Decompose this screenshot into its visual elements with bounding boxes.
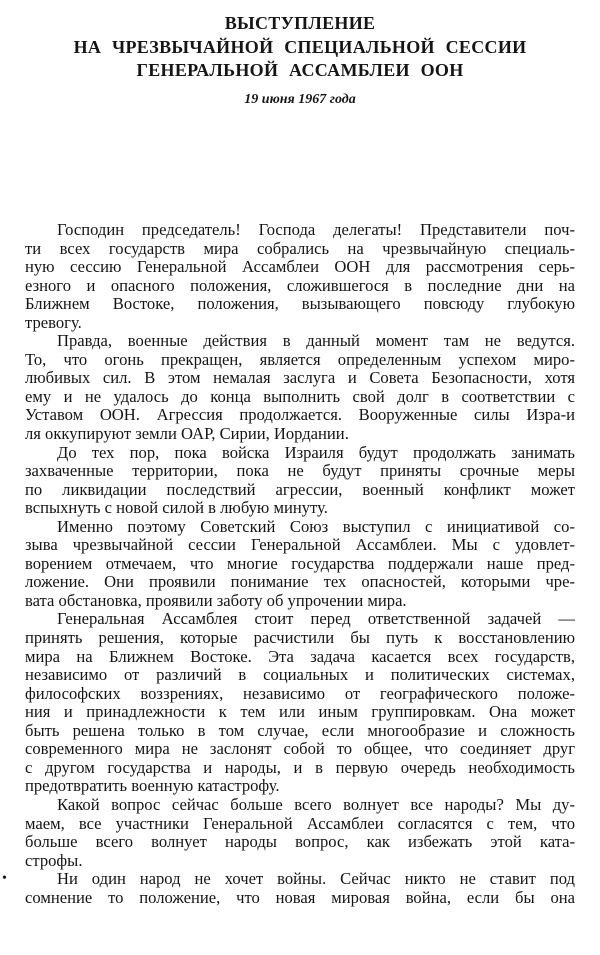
title-line-3: ГЕНЕРАЛЬНОЙ АССАМБЛЕИ ООН xyxy=(136,60,464,80)
text-line-content: сомнение то положение, что новая мировая война, если бы она xyxy=(25,887,575,907)
text-line-content: ложение. Они проявили понимание тех опасностей, которыми чре- xyxy=(25,572,575,592)
text-line-content: ную сессию Генеральной Ассамблеи ООН для рассмотрения серь- xyxy=(25,257,575,277)
text-line-content: любивых сил. В этом немалая заслуга и Совета Безопасности, хотя xyxy=(25,368,575,388)
text-line xyxy=(25,852,575,871)
text-line-content: зыва чрезвычайной сессии Генеральной Ассамблеи. Мы с удовлет- xyxy=(25,535,575,555)
text-line xyxy=(25,518,575,537)
text-line-content: ния и принадлежности к тем или иным группировкам. Она может xyxy=(25,702,575,722)
text-line-content: Господин председатель! Господа делегаты! Представители поч- xyxy=(57,220,575,239)
text-line-content: захваченные территории, пока не будут приняты срочные меры xyxy=(25,461,575,481)
text-line-content: ля оккупируют земли ОАР, Сирии, Иордании. xyxy=(25,424,349,444)
text-line xyxy=(25,666,575,685)
title-line-1: ВЫСТУПЛЕНИЕ xyxy=(224,13,376,33)
text-line xyxy=(25,332,575,351)
text-line-content: современного мира не заслонят собой то общее, что соединяет друг xyxy=(25,739,575,759)
title-line-2: НА ЧРЕЗВЫЧАЙНОЙ СПЕЦИАЛЬНОЙ СЕССИИ xyxy=(73,37,527,57)
text-line-content: ему и не удалось до конца выполнить свой долг в соответствии с xyxy=(25,386,575,406)
text-line xyxy=(25,573,575,592)
text-line xyxy=(25,351,575,370)
text-line-content: принять решения, которые расчистили бы путь к восстановлению xyxy=(25,628,575,648)
text-line xyxy=(25,740,575,759)
text-line xyxy=(25,759,575,778)
text-line-content: ти всех государств мира собрались на чрезвычайную специаль- xyxy=(25,238,575,258)
text-line-content: независимо от различий в социальных и политических системах, xyxy=(25,665,575,685)
text-line xyxy=(25,425,575,444)
text-line-content: философских воззрениях, независимо от географического положе- xyxy=(25,683,575,703)
text-line xyxy=(25,444,575,463)
text-line xyxy=(25,722,575,741)
text-line-content: Генеральная Ассамблея стоит перед ответственной задачей — xyxy=(57,609,575,629)
text-line-content: То, что огонь прекращен, является определенным успехом миро- xyxy=(25,349,575,369)
text-line-content: ворением отмечаем, что многие государства поддержали наше пред- xyxy=(25,553,575,573)
text-line-content: быть решена только в том случае, если многообразие и сложность xyxy=(25,720,575,740)
text-line xyxy=(25,629,575,648)
speech-body xyxy=(2,220,575,907)
text-line-content: Ближнем Востоке, положения, вызывающего повсюду глубокую xyxy=(25,294,575,314)
text-line xyxy=(25,889,575,908)
text-line-content: тревогу. xyxy=(25,312,82,332)
text-line xyxy=(25,703,575,722)
text-line-content: маем, все участники Генеральной Ассамблеи согласятся с тем, что xyxy=(25,813,575,833)
text-line xyxy=(25,221,575,240)
speech-date: 19 июня 1967 года xyxy=(244,92,356,107)
text-line xyxy=(25,462,575,481)
text-line xyxy=(25,685,575,704)
text-line-content: езного и опасного положения, сложившегося в последние дни на xyxy=(25,275,575,295)
text-line xyxy=(25,314,575,333)
text-line xyxy=(25,240,575,259)
text-line-content: вспыхнуть с новой силой в любую минуту. xyxy=(25,498,328,518)
text-line xyxy=(25,388,575,407)
text-line-content: Уставом ООН. Агрессия продолжается. Вооруженные силы Изра-и xyxy=(25,405,575,425)
text-line-content: Ни один народ не хочет войны. Сейчас никто не ставит под xyxy=(57,869,575,889)
text-line xyxy=(25,481,575,500)
text-line-content: Правда, военные действия в данный момент там не ведутся. xyxy=(57,331,575,351)
text-line xyxy=(25,815,575,834)
text-line xyxy=(25,555,575,574)
text-line xyxy=(25,592,575,611)
text-line xyxy=(25,833,575,852)
text-line xyxy=(25,777,575,796)
text-line xyxy=(25,295,575,314)
text-line xyxy=(25,258,575,277)
text-line-content: по ликвидации последствий агрессии, военный конфликт может xyxy=(25,479,575,499)
text-line xyxy=(2,869,575,889)
text-line xyxy=(25,406,575,425)
text-line xyxy=(25,648,575,667)
text-line xyxy=(25,277,575,296)
text-line-content: с другом государства и народы, и в первую очередь необходимость xyxy=(25,757,575,777)
text-line-content: Именно поэтому Советский Союз выступил с инициативой со- xyxy=(57,516,575,536)
text-line-content: До тех пор, пока войска Израиля будут продолжать занимать xyxy=(57,442,575,462)
text-line xyxy=(25,369,575,388)
text-line xyxy=(25,610,575,629)
margin-bullet-mark: • xyxy=(2,871,7,887)
text-line xyxy=(25,499,575,518)
text-line-content: предотвратить военную катастрофу. xyxy=(25,776,280,796)
text-line xyxy=(25,536,575,555)
text-line-content: вата обстановка, проявили заботу об упрочении мира. xyxy=(25,590,407,610)
text-line-content: Какой вопрос сейчас больше всего волнует все народы? Мы ду- xyxy=(57,794,575,814)
text-line-content: мира на Ближнем Востоке. Эта задача касается всех государств, xyxy=(25,646,575,666)
text-line-content: строфы. xyxy=(25,850,83,870)
text-line xyxy=(25,796,575,815)
text-line-content: больше всего волнует народы вопрос, как избежать этой ката- xyxy=(25,832,575,852)
